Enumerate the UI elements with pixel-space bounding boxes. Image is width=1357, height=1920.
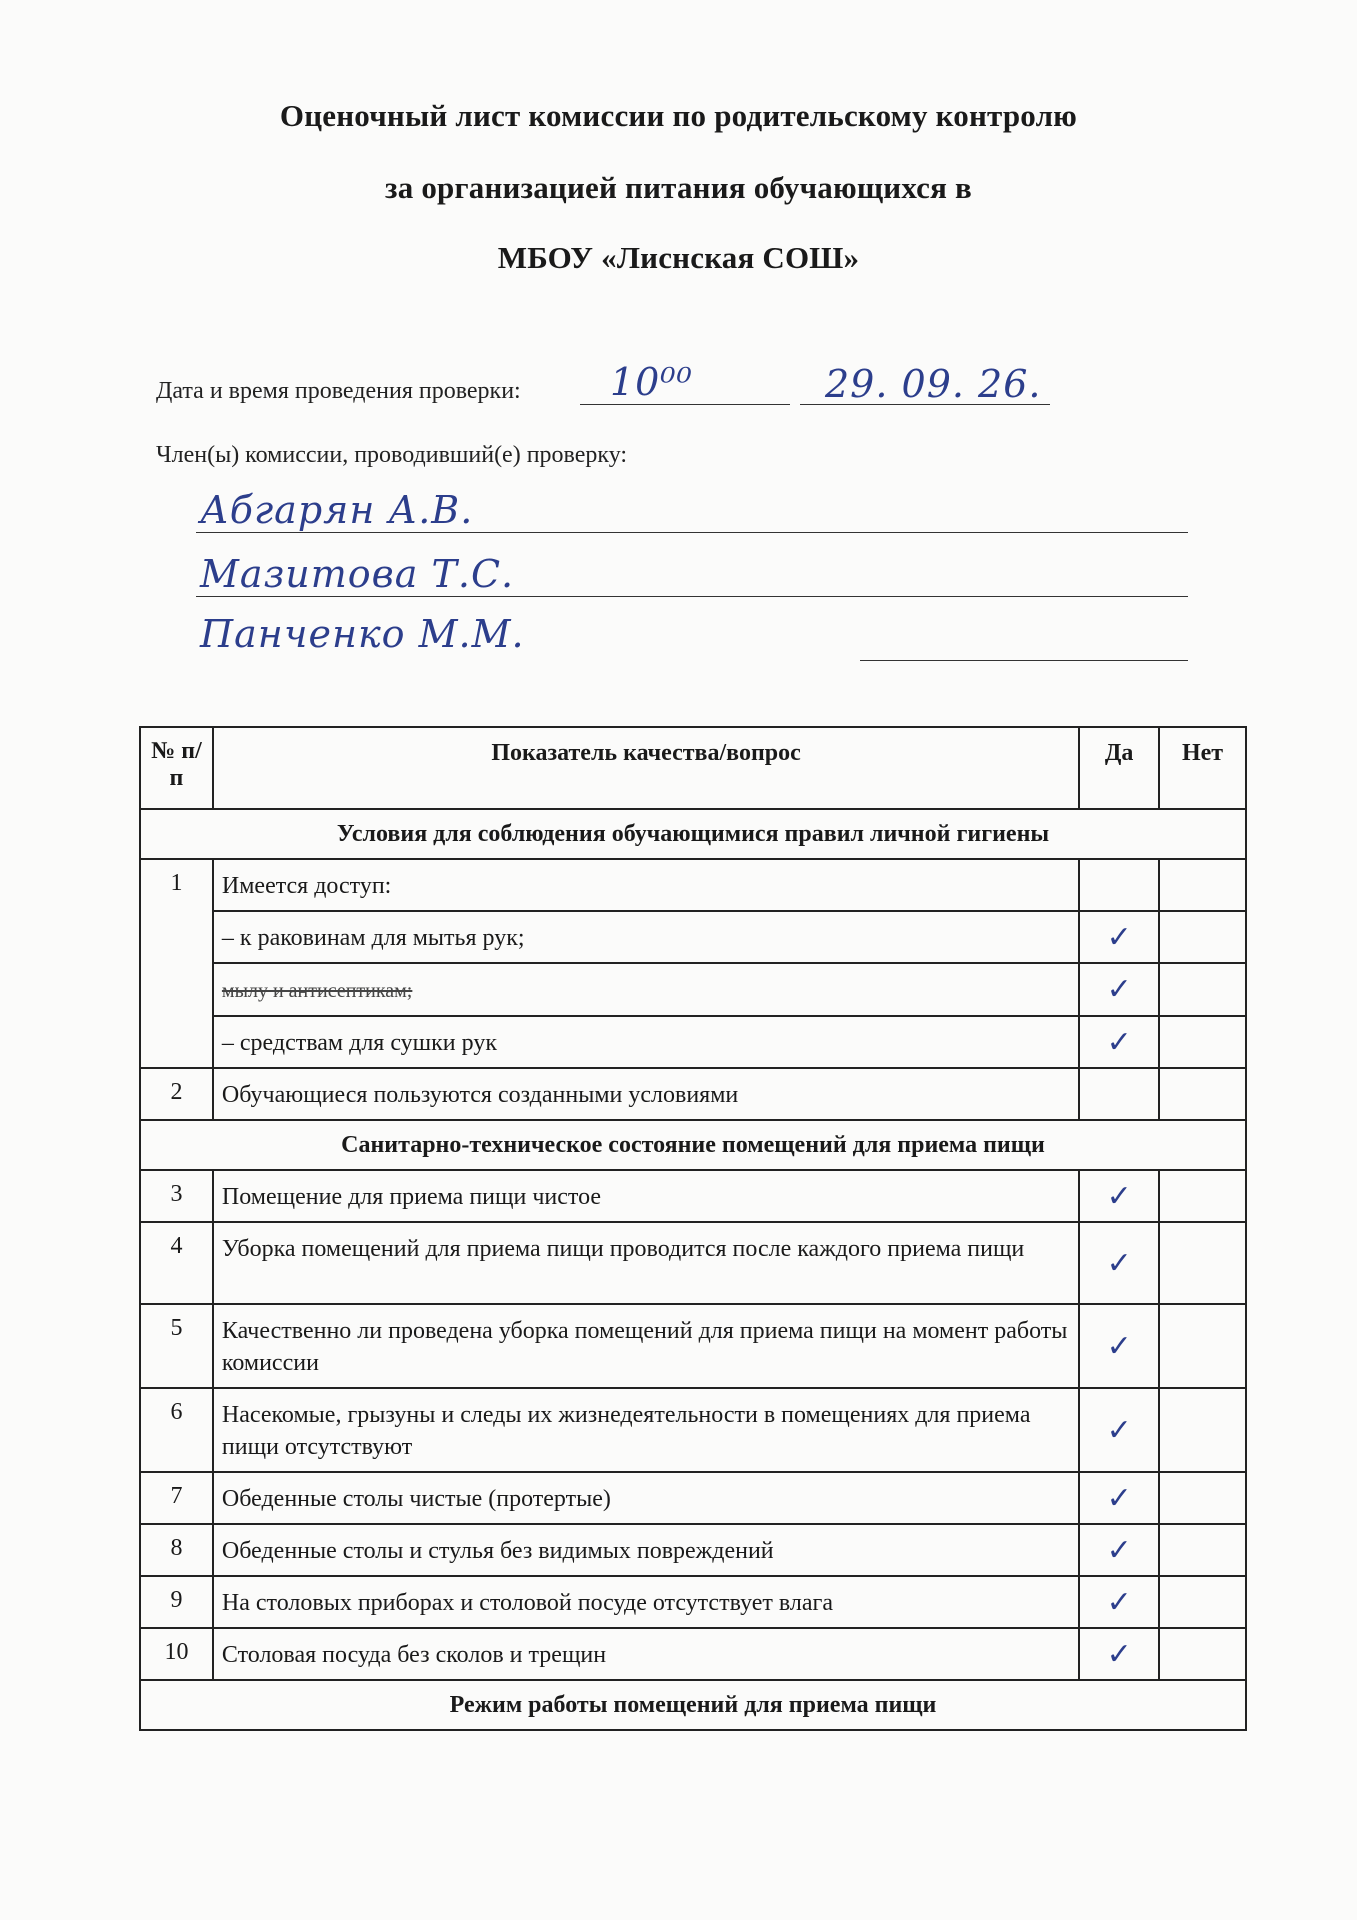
row-text: Обеденные столы чистые (протертые) <box>213 1472 1079 1524</box>
check-mark-icon: ✓ <box>1079 1170 1159 1222</box>
row-num: 2 <box>140 1068 213 1120</box>
member-3-underline <box>860 660 1188 661</box>
yes-cell <box>1079 1068 1159 1120</box>
no-cell <box>1159 1068 1246 1120</box>
row-text: – к раковинам для мытья рук; <box>213 911 1079 963</box>
row-text: Насекомые, грызуны и следы их жизнедеятельности в помещениях для приема пищи отсутствуют <box>213 1388 1079 1472</box>
no-cell <box>1159 1388 1246 1472</box>
no-cell <box>1159 963 1246 1016</box>
header-question: Показатель качества/вопрос <box>213 727 1079 809</box>
check-mark-icon: ✓ <box>1079 1388 1159 1472</box>
table-row <box>140 1170 1246 1222</box>
table-row <box>140 1472 1246 1524</box>
check-mark-icon: ✓ <box>1079 1016 1159 1068</box>
header-yes: Да <box>1079 727 1159 809</box>
check-mark-icon: ✓ <box>1079 1576 1159 1628</box>
check-mark-icon: ✓ <box>1079 911 1159 963</box>
row-text: Качественно ли проведена уборка помещений для приема пищи на момент работы комиссии <box>213 1304 1079 1388</box>
row-text-cell <box>213 963 1079 1016</box>
check-mark-icon: ✓ <box>1079 1524 1159 1576</box>
row-text: Столовая посуда без сколов и трещин <box>213 1628 1079 1680</box>
header-no: Нет <box>1159 727 1246 809</box>
title-line-3: МБОУ «Лиснская СОШ» <box>497 240 860 275</box>
member-1-underline <box>196 532 1188 533</box>
no-cell <box>1159 1222 1246 1304</box>
table-row <box>140 911 1246 963</box>
time-underline <box>580 404 790 405</box>
table-header-row <box>140 727 1246 809</box>
member-1: Абгарян А.В. <box>200 488 474 532</box>
section-title: Санитарно-техническое состояние помещений для приема пищи <box>140 1120 1246 1170</box>
check-mark-icon: ✓ <box>1079 1628 1159 1680</box>
evaluation-table <box>139 726 1247 1731</box>
table-row <box>140 1628 1246 1680</box>
table-row <box>140 859 1246 911</box>
row-num: 4 <box>140 1222 213 1304</box>
row-text: – средствам для сушки рук <box>213 1016 1079 1068</box>
row-num: 9 <box>140 1576 213 1628</box>
member-2: Мазитова Т.С. <box>200 552 515 596</box>
no-cell <box>1159 1016 1246 1068</box>
check-mark-icon: ✓ <box>1079 1472 1159 1524</box>
row-num: 7 <box>140 1472 213 1524</box>
no-cell <box>1159 911 1246 963</box>
no-cell <box>1159 859 1246 911</box>
table-row <box>140 1524 1246 1576</box>
header-num: № п/п <box>140 727 213 809</box>
table-row <box>140 1222 1246 1304</box>
row-text: Обеденные столы и стулья без видимых повреждений <box>213 1524 1079 1576</box>
check-mark-icon: ✓ <box>1079 1304 1159 1388</box>
row-text: Помещение для приема пищи чистое <box>213 1170 1079 1222</box>
time-value: 10⁰⁰ <box>610 360 693 404</box>
row-text: На столовых приборах и столовой посуде отсутствует влага <box>213 1576 1079 1628</box>
row-num: 3 <box>140 1170 213 1222</box>
row-text: Уборка помещений для приема пищи проводится после каждого приема пищи <box>213 1222 1079 1304</box>
section-row <box>140 1120 1246 1170</box>
member-3: Панченко М.М. <box>200 612 525 656</box>
table-row <box>140 1576 1246 1628</box>
row-num: 10 <box>140 1628 213 1680</box>
no-cell <box>1159 1304 1246 1388</box>
title-line-2: за организацией питания обучающихся в <box>385 170 972 205</box>
section-row <box>140 809 1246 859</box>
row-text: Имеется доступ: <box>213 859 1079 911</box>
no-cell <box>1159 1628 1246 1680</box>
check-mark-icon: ✓ <box>1079 963 1159 1016</box>
row-num: 6 <box>140 1388 213 1472</box>
no-cell <box>1159 1170 1246 1222</box>
row-num: 8 <box>140 1524 213 1576</box>
table-row <box>140 1016 1246 1068</box>
member-2-underline <box>196 596 1188 597</box>
no-cell <box>1159 1576 1246 1628</box>
table-row <box>140 1068 1246 1120</box>
row-text: мылу и антисептикам; <box>221 980 413 1002</box>
title-line-1: Оценочный лист комиссии по родительскому контролю <box>279 98 1078 133</box>
table-row <box>140 1304 1246 1388</box>
yes-cell <box>1079 859 1159 911</box>
table-row <box>140 963 1246 1016</box>
row-num: 5 <box>140 1304 213 1388</box>
no-cell <box>1159 1524 1246 1576</box>
no-cell <box>1159 1472 1246 1524</box>
section-title: Режим работы помещений для приема пищи <box>140 1680 1246 1730</box>
row-text: Обучающиеся пользуются созданными условиями <box>213 1068 1079 1120</box>
table-row <box>140 1388 1246 1472</box>
section-title: Условия для соблюдения обучающимися правил личной гигиены <box>140 809 1246 859</box>
row-num: 1 <box>140 859 213 1068</box>
date-value: 29. 09. 26. <box>825 362 1042 406</box>
members-label: Член(ы) комиссии, проводивший(е) проверку: <box>156 442 628 468</box>
section-row <box>140 1680 1246 1730</box>
check-mark-icon: ✓ <box>1079 1222 1159 1304</box>
date-label: Дата и время проведения проверки: <box>156 378 521 404</box>
